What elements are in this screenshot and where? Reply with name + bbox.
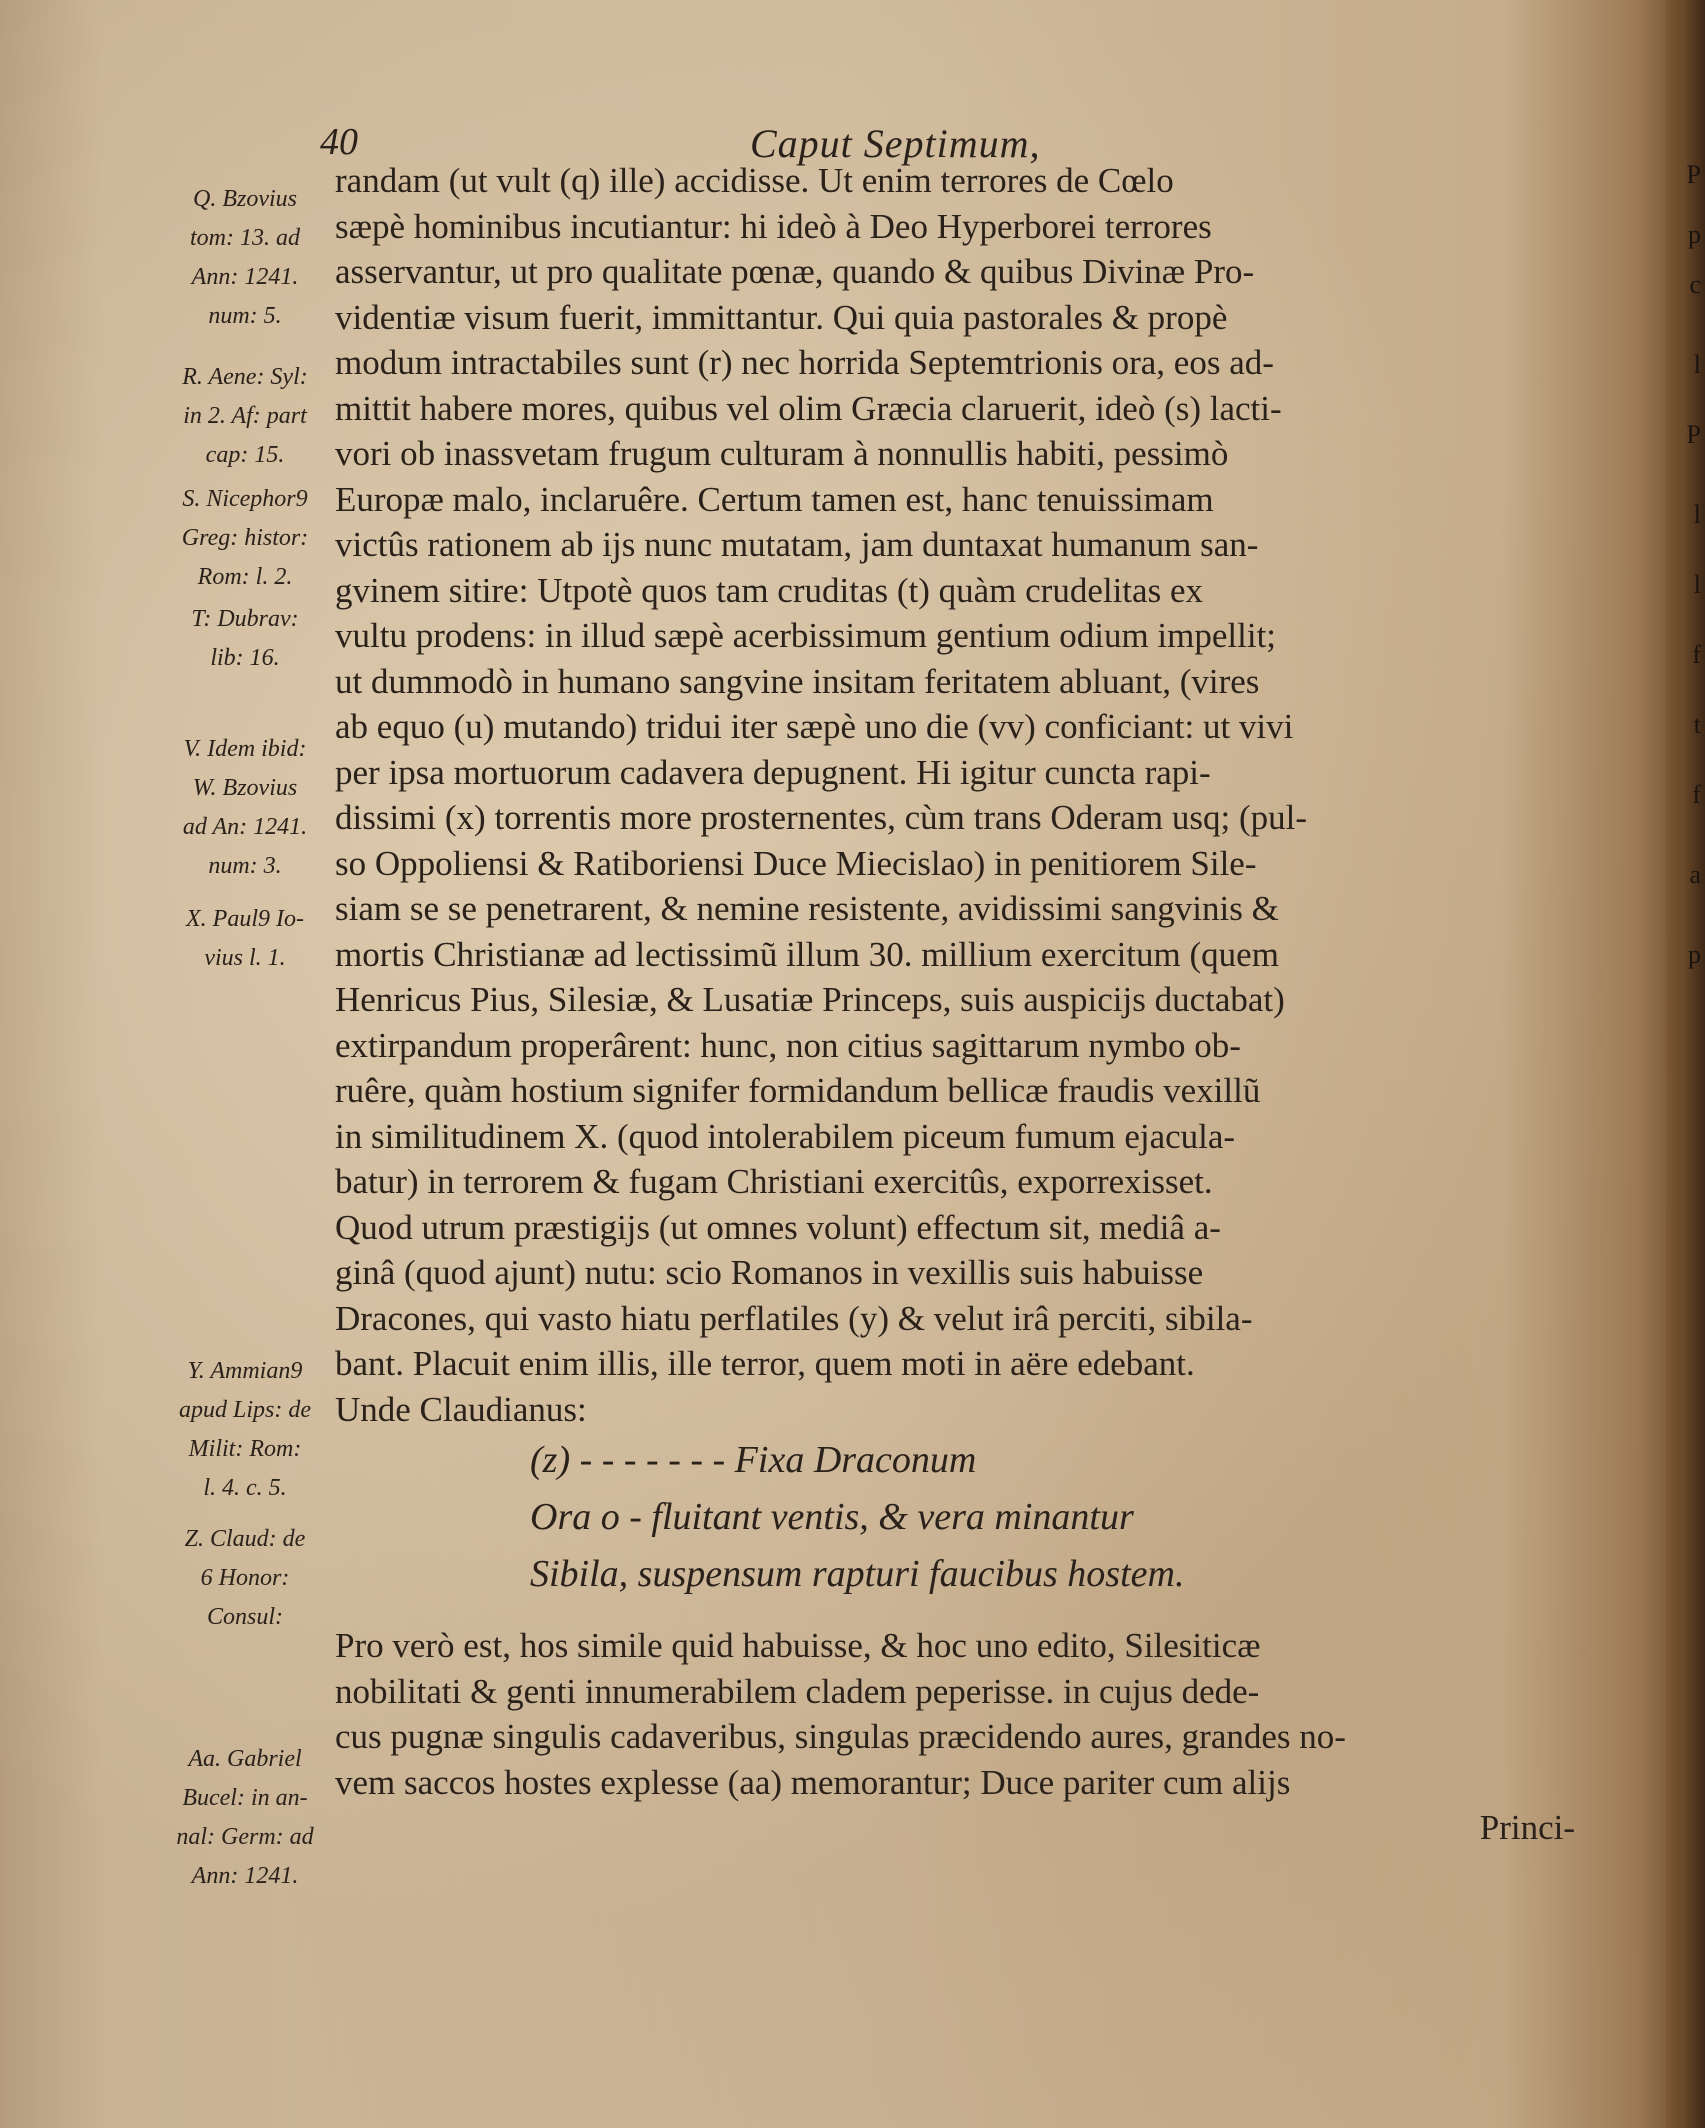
edge-letter: a [1689, 860, 1701, 889]
body-line: ab equo (u) mutando) tridui iter sæpè uno die (vv) conficiant: ut vivi [335, 707, 1294, 746]
verse-line: Sibila, suspensum rapturi faucibus hostem. [530, 1553, 1185, 1595]
margin-note: Y. Ammian9 apud Lips: de Milit: Rom: l. 4. c. 5. [179, 1358, 311, 1501]
body-line: per ipsa mortuorum cadavera depugnent. Hi igitur cuncta rapi- [335, 752, 1211, 792]
body-line: Henricus Pius, Silesiæ, & Lusatiæ Princeps, suis auspicijs ductabat) [335, 980, 1285, 1019]
body-line: ruêre, quàm hostium signifer formidandum bellicæ fraudis vexillũ [335, 1071, 1261, 1110]
body-line: mittit habere mores, quibus vel olim Græcia claruerit, ideò (s) lacti- [335, 388, 1282, 428]
margin-note: T: Dubrav: lib: 16. [191, 606, 299, 671]
page-number: 40 [320, 121, 358, 163]
margin-note: Z. Claud: de 6 Honor: Consul: [184, 1526, 306, 1630]
body-line: modum intractabiles sunt (r) nec horrida Septemtrionis ora, eos ad- [335, 343, 1274, 382]
body-line: in similitudinem X. (quod intolerabilem piceum fumum ejacula- [335, 1116, 1236, 1156]
body-line: randam (ut vult (q) ille) accidisse. Ut enim terrores de Cœlo [335, 161, 1174, 200]
body-text [335, 158, 1575, 1851]
body-line: asservantur, ut pro qualitate pœnæ, quando & quibus Divinæ Pro- [335, 252, 1255, 291]
verse-line: (z) - - - - - - - Fixa Draconum [530, 1439, 977, 1481]
body-line: bant. Placuit enim illis, ille terror, quem moti in aëre edebant. [335, 1344, 1195, 1383]
body-line: mortis Christianæ ad lectissimũ illum 30. millium exercitum (quem [335, 934, 1279, 974]
body-line: Unde Claudianus: [335, 1389, 587, 1429]
edge-letter: P [1686, 420, 1701, 449]
body-line: batur) in terrorem & fugam Christiani exercitûs, exporrexisset. [335, 1162, 1213, 1201]
margin-note: R. Aene: Syl: in 2. Af: part cap: 15. [182, 364, 308, 468]
margin-notes-column [140, 180, 350, 1980]
body-line: extirpandum properârent: hunc, non citius sagittarum nymbo ob- [335, 1025, 1241, 1065]
edge-letter: f [1692, 780, 1701, 809]
body-line: sæpè hominibus incutiantur: hi ideò à Deo Hyperborei terrores [335, 206, 1212, 246]
body-line: so Oppoliensi & Ratiboriensi Duce Miecislao) in penitiorem Sile- [335, 843, 1257, 883]
body-line: Dracones, qui vasto hiatu perflatiles (y) & velut irâ perciti, sibila- [335, 1298, 1253, 1338]
edge-letter: p [1688, 220, 1701, 249]
body-line: nobilitati & genti innumerabilem cladem peperisse. in cujus dede- [335, 1671, 1260, 1711]
body-line: cus pugnæ singulis cadaveribus, singulas præcidendo aures, grandes no- [335, 1717, 1346, 1756]
page-heading: Caput Septimum, [750, 121, 1041, 166]
body-line: vori ob inassvetam frugum culturam à nonnullis habiti, pessimò [335, 434, 1229, 473]
body-line: dissimi (x) torrentis more prosternentes, cùm trans Oderam usq; (pul- [335, 798, 1308, 837]
verse-line: Ora o - fluitant ventis, & vera minantur [530, 1496, 1134, 1538]
edge-letter: p [1688, 940, 1701, 969]
body-line: ut dummodò in humano sangvine insitam feritatem abluant, (vires [335, 661, 1260, 701]
paragraph-gap [335, 1603, 1575, 1623]
body-line: Quod utrum præstigijs (ut omnes volunt) effectum sit, mediâ a- [335, 1207, 1221, 1247]
edge-letter: t [1693, 710, 1701, 739]
margin-note: V. Idem ibid: W. Bzovius ad An: 1241. num: 3. [182, 736, 308, 879]
catchword: Princi- [1479, 1808, 1575, 1847]
body-line: gvinem sitire: Utpotè quos tam cruditas (t) quàm crudelitas ex [335, 570, 1203, 610]
edge-letter: l [1693, 570, 1701, 599]
body-line: victûs rationem ab ijs nunc mutatam, jam duntaxat humanum san- [335, 525, 1259, 564]
body-line: Europæ malo, inclaruêre. Certum tamen est, hanc tenuissimam [335, 479, 1214, 519]
margin-note: Q. Bzovius tom: 13. ad Ann: 1241. num: 5. [190, 186, 300, 329]
body-line: Pro verò est, hos simile quid habuisse, & hoc uno edito, Silesiticæ [335, 1626, 1261, 1665]
page-edge-shadow [1665, 0, 1705, 2128]
edge-letter: l [1693, 350, 1701, 379]
edge-letter: l [1693, 500, 1701, 529]
margin-note: S. Nicephor9 Greg: histor: Rom: l. 2. [181, 486, 309, 590]
body-line: siam se se penetrarent, & nemine resistente, avidissimi sangvinis & [335, 889, 1279, 928]
margin-note: Aa. Gabriel Bucel: in an- nal: Germ: ad Ann: 1241. [176, 1746, 314, 1889]
edge-letter: f [1692, 640, 1701, 669]
edge-letter: c [1689, 270, 1701, 299]
margin-note: X. Paul9 Io- vius l. 1. [186, 906, 304, 971]
body-line: vem saccos hostes explesse (aa) memorantur; Duce pariter cum alijs [335, 1762, 1291, 1802]
body-line: ginâ (quod ajunt) nutu: scio Romanos in vexillis suis habuisse [335, 1253, 1204, 1292]
body-line: vultu prodens: in illud sæpè acerbissimum gentium odium impellit; [335, 616, 1277, 655]
body-line: videntiæ visum fuerit, immittantur. Qui quia pastorales & propè [335, 297, 1228, 337]
edge-letter: P [1686, 160, 1701, 189]
